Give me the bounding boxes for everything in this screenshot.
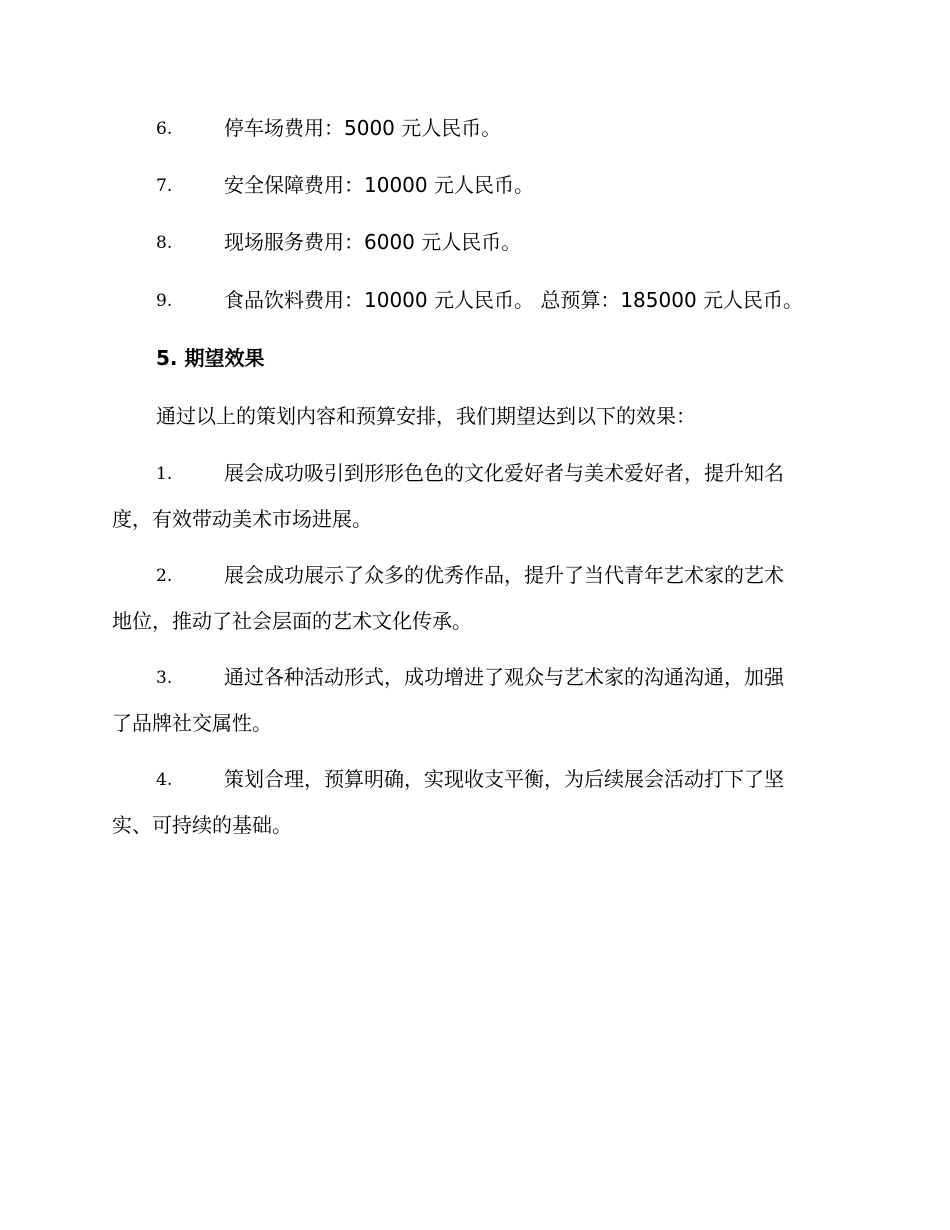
budget-item-number: 7.: [156, 176, 173, 196]
effect-item-number: 4.: [156, 770, 173, 790]
budget-item-text: 安全保障费用：10000 元人民币。: [224, 173, 534, 197]
effect-item-number: 1.: [156, 464, 173, 484]
effect-item-text-line1: 展会成功展示了众多的优秀作品，提升了当代青年艺术家的艺术: [224, 563, 784, 587]
section-heading: 5. 期望效果: [156, 346, 265, 370]
effect-item-text-line1: 展会成功吸引到形形色色的文化爱好者与美术爱好者，提升知名: [224, 461, 784, 485]
budget-item-number: 8.: [156, 233, 173, 253]
effect-item-text-line1: 策划合理，预算明确，实现收支平衡，为后续展会活动打下了坚: [224, 767, 784, 791]
effect-item-text-line1: 通过各种活动形式，成功增进了观众与艺术家的沟通沟通，加强: [224, 665, 784, 689]
budget-item-number: 9.: [156, 291, 173, 311]
effect-item-text-line2: 度，有效带动美术市场进展。: [112, 507, 372, 531]
budget-item-number: 6.: [156, 119, 173, 139]
effect-item-text-line2: 地位，推动了社会层面的艺术文化传承。: [112, 609, 472, 633]
budget-item-text: 食品饮料费用：10000 元人民币。 总预算：185000 元人民币。: [224, 288, 804, 312]
effect-item-text-line2: 实、可持续的基础。: [112, 813, 292, 837]
budget-item-text: 停车场费用：5000 元人民币。: [224, 116, 502, 140]
effect-item-number: 2.: [156, 566, 173, 586]
section-intro: 通过以上的策划内容和预算安排，我们期望达到以下的效果：: [156, 404, 696, 428]
effect-item-number: 3.: [156, 668, 173, 688]
budget-item-text: 现场服务费用：6000 元人民币。: [224, 230, 522, 254]
effect-item-text-line2: 了品牌社交属性。: [112, 711, 272, 735]
